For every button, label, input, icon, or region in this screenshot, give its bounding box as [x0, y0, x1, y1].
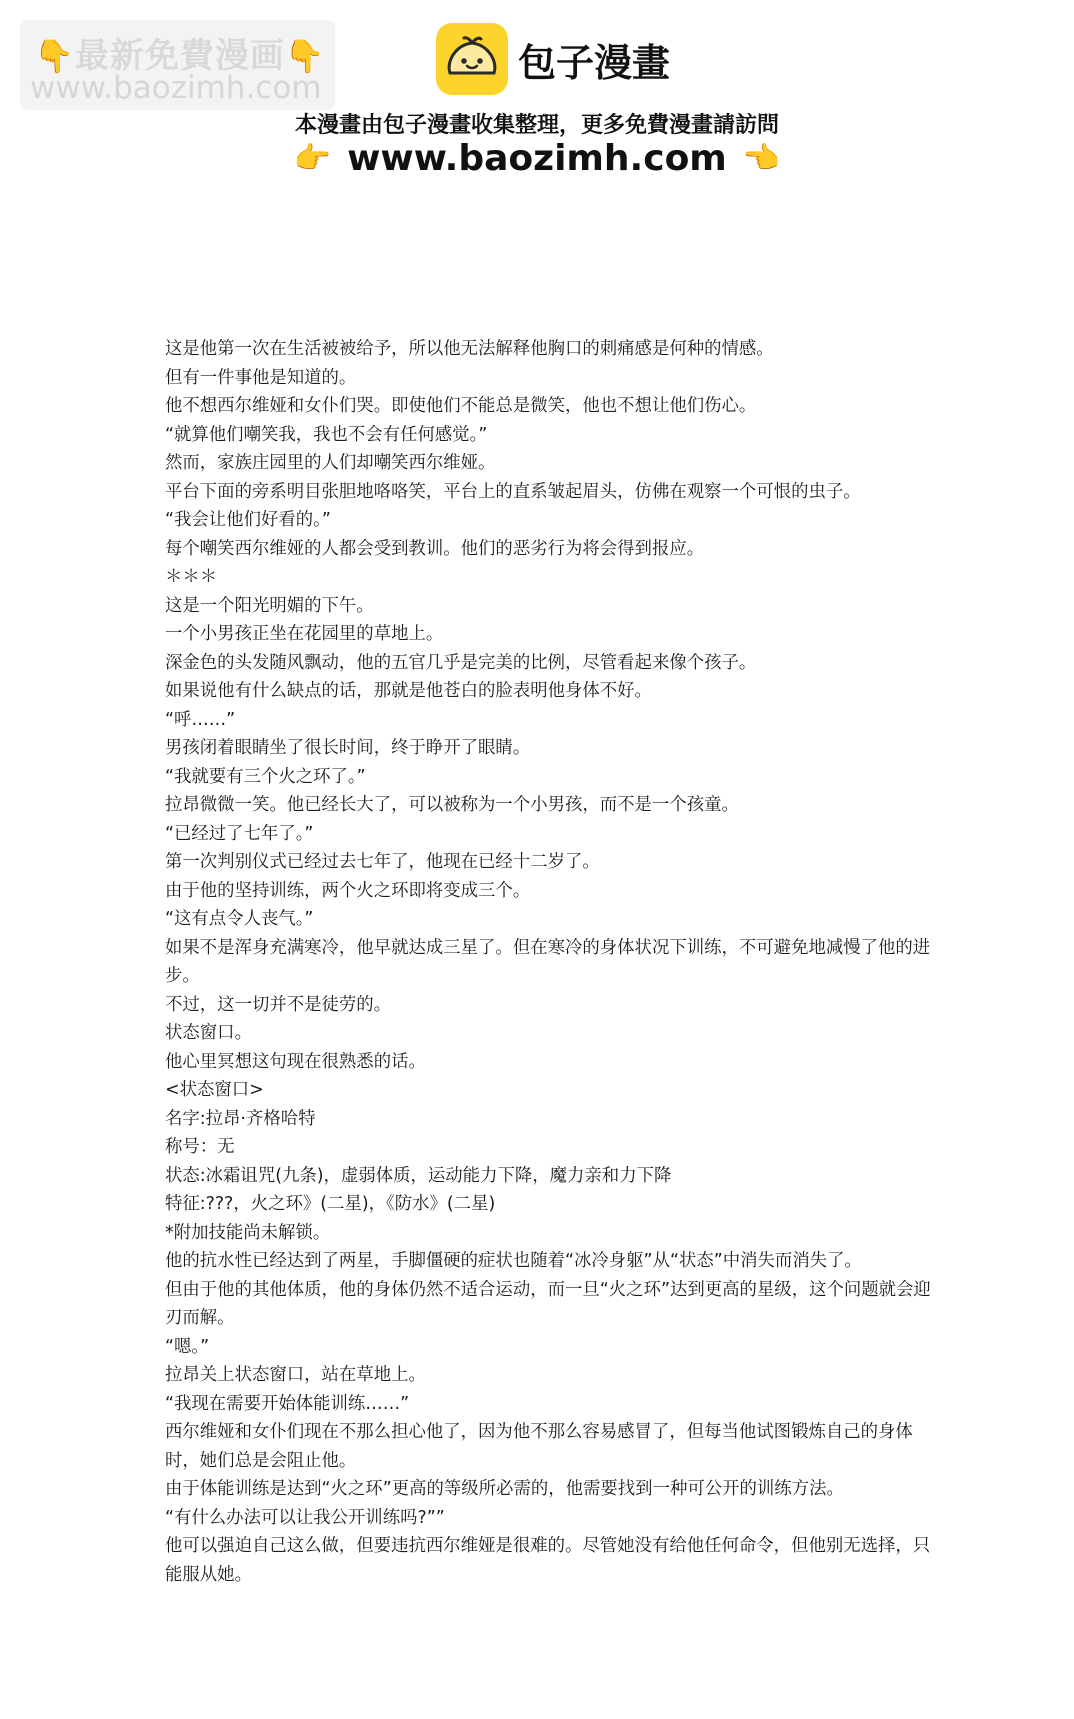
- status-state: 状态:冰霜诅咒(九条)，虚弱体质，运动能力下降，魔力亲和力下降: [165, 1165, 672, 1186]
- paragraph: 不过，这一切并不是徒劳的。: [165, 994, 392, 1015]
- paragraph: “呼……”: [165, 709, 236, 730]
- paragraph: 由于他的坚持训练，两个火之环即将变成三个。: [165, 880, 531, 901]
- paragraph: 平台下面的旁系明目张胆地咯咯笑，平台上的直系皱起眉头，仿佛在观察一个可恨的虫子。: [165, 481, 861, 502]
- status-title: 称号：无: [165, 1137, 235, 1157]
- paragraph: “我现在需要开始体能训练……”: [165, 1393, 410, 1414]
- paragraph: 他可以强迫自己这么做，但要违抗西尔维娅是很难的。尽管她没有给他任何命令，但他别无选择，只能服从她。: [165, 1536, 931, 1585]
- paragraph: 他心里冥想这句现在很熟悉的话。: [165, 1051, 426, 1072]
- paragraph: 拉昂关上状态窗口，站在草地上。: [165, 1365, 426, 1385]
- status-traits: 特征:???，火之环》(二星)，《防水》(二星): [165, 1194, 496, 1214]
- hand-down-icon: 👇: [284, 37, 326, 75]
- paragraph: 一个小男孩正坐在花园里的草地上。: [165, 624, 444, 644]
- paragraph: 第一次判别仪式已经过去七年了，他现在已经十二岁了。: [165, 852, 600, 872]
- watermark-url: www.baozimh.com: [30, 70, 322, 106]
- paragraph: 每个嘲笑西尔维娅的人都会受到教训。他们的恶劣行为将会得到报应。: [165, 538, 705, 559]
- baozi-logo-icon: [436, 23, 508, 95]
- paragraph: 但由于他的其他体质，他的身体仍然不适合运动，而一旦“火之环”达到更高的星级，这个问题就会迎刃而解。: [165, 1279, 931, 1328]
- promo-text: 本漫畫由包子漫畫收集整理，更多免費漫畫請訪問: [294, 113, 779, 138]
- status-window-heading: <状态窗口>: [165, 1080, 264, 1100]
- status-note: *附加技能尚未解锁。: [165, 1222, 331, 1243]
- paragraph: 这是他第一次在生活被被给予，所以他无法解释他胸口的刺痛感是何种的情感。: [165, 339, 774, 359]
- brand-header: [436, 22, 670, 96]
- paragraph: “已经过了七年了。”: [165, 823, 314, 844]
- watermark-box: [20, 20, 335, 110]
- paragraph: “有什么办法可以让我公开训练吗?””: [165, 1507, 445, 1528]
- hand-down-icon: 👇: [34, 37, 75, 75]
- paragraph: 拉昂微微一笑。他已经长大了，可以被称为一个小男孩，而不是一个孩童。: [165, 795, 739, 815]
- brand-name: 包子漫畫: [518, 40, 671, 85]
- status-name: 名字:拉昂·齐格哈特: [165, 1108, 316, 1129]
- hand-pointing-right-icon: 👉: [293, 140, 332, 176]
- paragraph: “嗯。”: [165, 1336, 210, 1357]
- paragraph: 深金色的头发随风飘动，他的五官几乎是完美的比例，尽管看起来像个孩子。: [165, 652, 757, 673]
- watermark-title-text: 最新免費漫画: [74, 36, 285, 76]
- paragraph: 他的抗水性已经达到了两星，手脚僵硬的症状也随着“冰冷身躯”从“状态”中消失而消失了。: [165, 1251, 862, 1271]
- paragraph: 西尔维娅和女仆们现在不那么担心他了，因为他不那么容易感冒了，但每当他试图锻炼自己的身体时，她们总是会阻止他。: [165, 1422, 913, 1471]
- hand-pointing-left-icon: 👈: [742, 140, 781, 176]
- site-link-row[interactable]: [0, 138, 1074, 179]
- paragraph: 他不想西尔维娅和女仆们哭。即使他们不能总是微笑，他也不想让他们伤心。: [165, 396, 757, 416]
- paragraph: “这有点令人丧气。”: [165, 909, 314, 929]
- paragraph: “就算他们嘲笑我，我也不会有任何感觉。”: [165, 424, 488, 445]
- site-url-link[interactable]: www.baozimh.com: [347, 138, 727, 179]
- paragraph: 男孩闭着眼睛坐了很长时间，终于睁开了眼睛。: [165, 738, 531, 758]
- paragraph: 然而，家族庄园里的人们却嘲笑西尔维娅。: [165, 453, 496, 473]
- paragraph: 由于体能训练是达到“火之环”更高的等级所必需的，他需要找到一种可公开的训练方法。: [165, 1479, 844, 1499]
- paragraph: 这是一个阳光明媚的下午。: [165, 595, 374, 616]
- section-break: ＊＊＊: [165, 567, 218, 587]
- paragraph: 状态窗口。: [165, 1023, 252, 1043]
- paragraph: 如果不是浑身充满寒冷，他早就达成三星了。但在寒冷的身体状况下训练，不可避免地减慢了他的进步。: [165, 937, 931, 986]
- paragraph: 如果说他有什么缺点的话，那就是他苍白的脸表明他身体不好。: [165, 681, 652, 701]
- paragraph: “我就要有三个火之环了。”: [165, 766, 366, 787]
- paragraph: 但有一件事他是知道的。: [165, 367, 357, 388]
- article-body: [165, 335, 935, 1589]
- paragraph: “我会让他们好看的。”: [165, 510, 331, 530]
